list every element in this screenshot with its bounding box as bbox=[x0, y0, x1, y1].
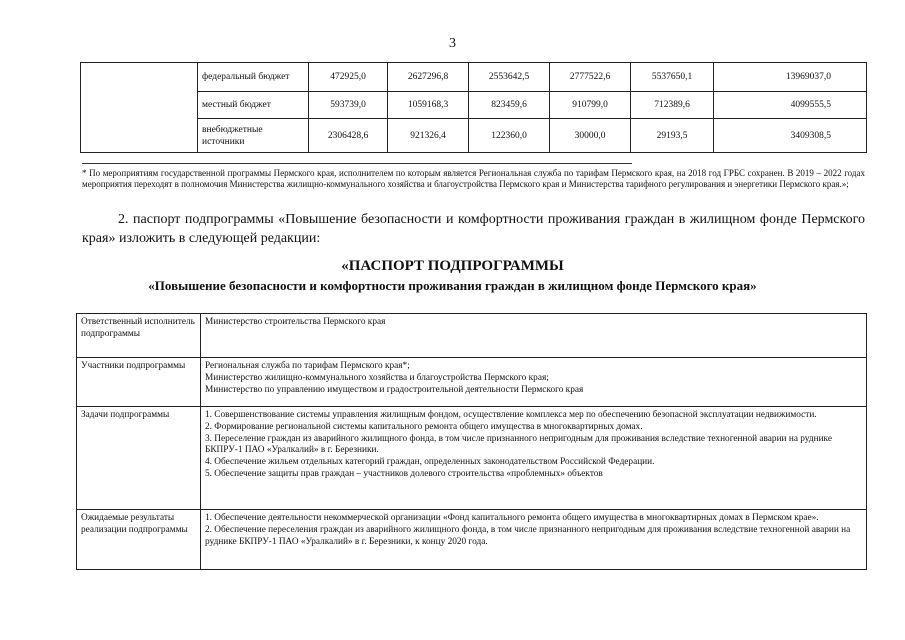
list-item: 1. Обеспечение деятельности некоммерческой организации «Фонд капитального ремонта общего имущества в многоквартирных домах в Пермском крае». bbox=[205, 513, 819, 523]
cell-value: 2306428,6 bbox=[309, 119, 388, 153]
cell-value: 5537650,1 bbox=[631, 63, 714, 92]
list-item: 1. Совершенствование системы управления жилищным фондом, осуществление комплекса мер по обеспечению безопасной эксплуатации недвижимости. bbox=[205, 410, 817, 420]
row-value bbox=[201, 407, 867, 510]
cell-value: 712389,6 bbox=[631, 92, 714, 119]
table-row bbox=[77, 407, 867, 510]
body-paragraph: 2. паспорт подпрограммы «Повышение безопасности и комфортности проживания граждан в жилищном фонде Пермского края» изложить в следующей редакции: bbox=[82, 212, 865, 246]
row-value bbox=[201, 510, 867, 570]
table-row bbox=[77, 510, 867, 570]
row-label: Ожидаемые результаты реализации подпрограммы bbox=[77, 510, 201, 570]
list-item: Региональная служба по тарифам Пермского края*; bbox=[205, 361, 410, 371]
list-item: Министерство жилищно-коммунального хозяйства и благоустройства Пермского края; bbox=[205, 372, 549, 383]
footnote: * По мероприятиям государственной программы Пермского края, исполнителем по которым является Региональная служба по тарифам Пермского края, на 2018 год ГРБС сохранен. В 2019 – 2022 годах мероприятия переходят в полномочия Министерства жилищно-коммунального хозяйства и благоустройства Пермского края и Министерства тарифного регулирования и энергетики Пермского края.»; bbox=[82, 168, 865, 189]
cell-value: 823459,6 bbox=[469, 92, 550, 119]
row-label: Ответственный исполнитель подпрограммы bbox=[77, 314, 201, 358]
empty-cell bbox=[81, 63, 198, 153]
row-value: Министерство строительства Пермского края bbox=[201, 314, 867, 358]
list-item: Министерство по управлению имуществом и градостроительной деятельности Пермского края bbox=[205, 384, 584, 395]
list-item: 5. Обеспечение защиты прав граждан – участников долевого строительства «проблемных» объектов bbox=[205, 468, 603, 479]
cell-value: 3409308,5 bbox=[714, 119, 867, 153]
list-item: 2. Обеспечение переселения граждан из аварийного жилищного фонда, в том числе признанного непригодным для проживания вследствие техногенной аварии на руднике БКПРУ-1 ПАО «Уралкалий» в г. Березники, к концу 2020 года. bbox=[205, 524, 851, 547]
cell-value: 122360,0 bbox=[469, 119, 550, 153]
cell-value: 13969037,0 bbox=[714, 63, 867, 92]
table-row bbox=[81, 92, 867, 119]
passport-subtitle: «Повышение безопасности и комфортности проживания граждан в жилищном фонде Пермского края» bbox=[148, 278, 757, 293]
cell-value: 2777522,6 bbox=[550, 63, 631, 92]
footnote-divider bbox=[82, 163, 632, 164]
list-item: 4. Обеспечение жильем отдельных категорий граждан, определенных законодательством Российской Федерации. bbox=[205, 457, 655, 468]
cell-value: 593739,0 bbox=[309, 92, 388, 119]
cell-value: 30000,0 bbox=[550, 119, 631, 153]
row-label: федеральный бюджет bbox=[198, 63, 309, 92]
page-number: 3 bbox=[449, 36, 456, 51]
table-row bbox=[77, 314, 867, 358]
row-label: Задачи подпрограммы bbox=[77, 407, 201, 510]
cell-value: 921326,4 bbox=[388, 119, 469, 153]
passport-title: «ПАСПОРТ ПОДПРОГРАММЫ bbox=[341, 258, 564, 274]
row-value bbox=[201, 358, 867, 407]
cell-value: 2627296,8 bbox=[388, 63, 469, 92]
cell-value: 29193,5 bbox=[631, 119, 714, 153]
row-label: внебюджетные источники bbox=[198, 119, 309, 153]
budget-table bbox=[80, 62, 867, 153]
table-row bbox=[81, 119, 867, 153]
row-label: Участники подпрограммы bbox=[77, 358, 201, 407]
list-item: 3. Переселение граждан из аварийного жилищного фонда, в том числе признанного непригодным для проживания вследствие техногенной аварии на руднике БКПРУ-1 ПАО «Уралкалий» в г. Березники. bbox=[205, 433, 832, 456]
row-label: местный бюджет bbox=[198, 92, 309, 119]
table-row bbox=[77, 358, 867, 407]
table-row bbox=[81, 63, 867, 92]
cell-value: 1059168,3 bbox=[388, 92, 469, 119]
list-item: 2. Формирование региональной системы капитального ремонта общего имущества в многоквартирных домах. bbox=[205, 421, 643, 432]
cell-value: 2553642,5 bbox=[469, 63, 550, 92]
cell-value: 472925,0 bbox=[309, 63, 388, 92]
cell-value: 910799,0 bbox=[550, 92, 631, 119]
cell-value: 4099555,5 bbox=[714, 92, 867, 119]
passport-table bbox=[76, 313, 867, 570]
